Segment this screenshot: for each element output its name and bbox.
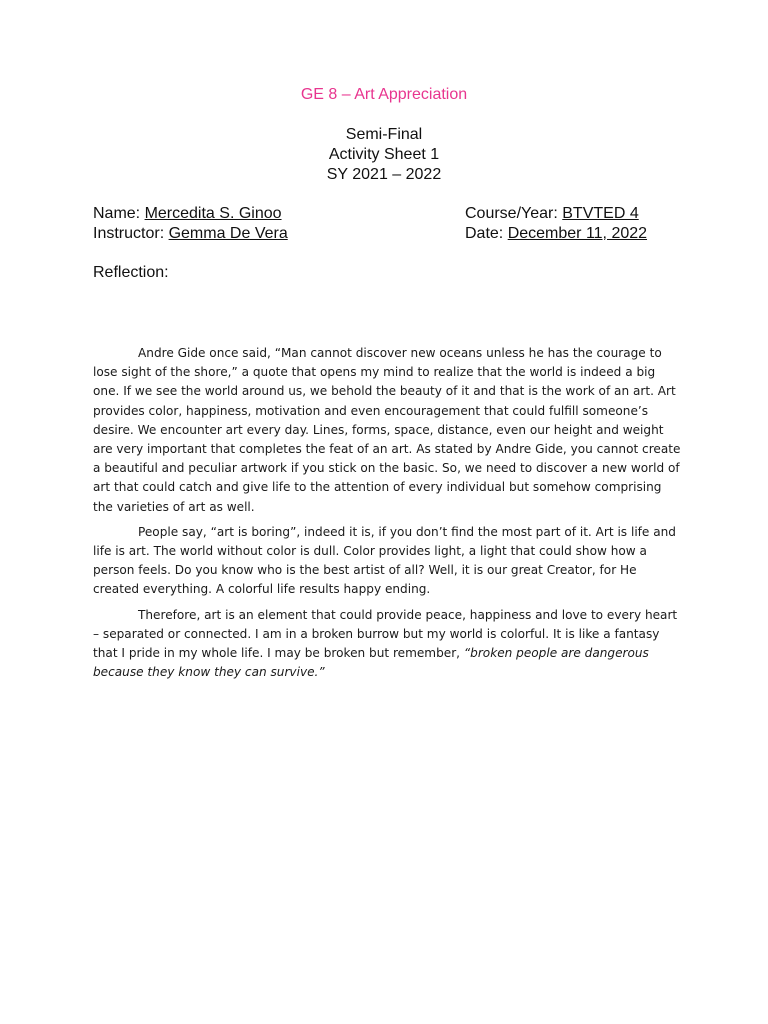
course-year-value: BTVTED 4 xyxy=(562,205,639,222)
reflection-heading: Reflection: xyxy=(93,264,169,281)
course-year-field xyxy=(465,205,639,223)
date-label: Date: xyxy=(465,225,508,242)
reflection-paragraph-3 xyxy=(93,606,681,683)
date-field xyxy=(465,225,647,243)
reflection-body xyxy=(93,344,681,688)
instructor-label: Instructor: xyxy=(93,225,169,242)
paragraph-3-text: Therefore, art is an element that could provide peace, happiness and love to every heart – separated or connected. I am in a broken burrow but my world is colorful. It is like a fantasy that I pride in my whole life. I may be broken but remember, xyxy=(93,607,678,661)
date-value: December 11, 2022 xyxy=(507,225,648,242)
instructor-field xyxy=(93,225,288,243)
instructor-value: Gemma De Vera xyxy=(168,225,288,242)
course-title: GE 8 – Art Appreciation xyxy=(300,86,468,103)
name-field xyxy=(93,205,282,223)
school-year: SY 2021 – 2022 xyxy=(326,166,442,183)
course-year-label: Course/Year: xyxy=(465,205,563,222)
reflection-paragraph-1: Andre Gide once said, “Man cannot discover new oceans unless he has the courage to lose sight of the shore,” a quote that opens my mind to realize that the world is indeed a big one. If we see the world around us, we behold the beauty of it and that is the work of an art. Art provides color, happiness, motivation and even encouragement that could fulfill someone’s desire. We encounter art every day. Lines, forms, space, distance, even our height and weight are very important that completes the feat of an art. As stated by Andre Gide, you cannot create a beautiful and peculiar artwork if you stick on the basic. So, we need to discover a new world of art that could catch and give life to the attention of every individual but somehow comprising the varieties of art as well. xyxy=(93,346,681,514)
name-value: Mercedita S. Ginoo xyxy=(144,205,282,222)
exam-period: Semi-Final xyxy=(345,126,423,143)
reflection-paragraph-2: People say, “art is boring”, indeed it is, if you don’t find the most part of it. Art is life and life is art. The world without color is dull. Color provides light, a light that could show how a person feels. Do you know who is the best artist of all? Well, it is our great Creator, for He created everything. A colorful life results happy ending. xyxy=(93,524,676,597)
name-label: Name: xyxy=(93,205,145,222)
activity-sheet-label: Activity Sheet 1 xyxy=(328,146,440,163)
closing-quote: “broken people are dangerous because they know they can survive.” xyxy=(93,646,649,680)
